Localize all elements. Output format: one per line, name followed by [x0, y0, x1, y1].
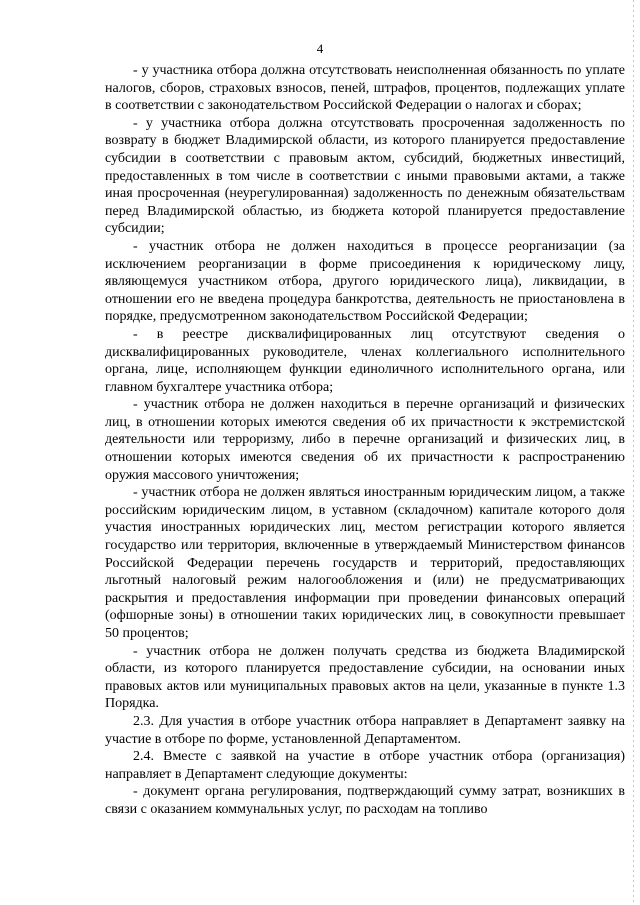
paragraph-foreign-entity: - участник отбора не должен являться иностранным юридическим лицом, а также российским юридическим лицом, в уставном (складочном) капитале которого доля участия иностранных юридических лиц, местом регистрации которого является государство или территория, включенные в утверждаемый Министерством финансов Российской Федерации перечень государств и территорий, предоставляющих льготный налоговый режим налогообложения и (или) не предусматривающих раскрытия и предоставления информации при проведении финансовых операций (офшорные зоны) в отношении таких юридических лиц, в совокупности превышает 50 процентов;	[105, 485, 625, 641]
paragraph-other-budget-funds: - участник отбора не должен получать средства из бюджета Владимирской области, из которого планируется предоставление субсидии, на основании иных правовых актов или муниципальных правовых актов на цели, указанные в пункте 1.3 Порядка.	[105, 643, 625, 712]
scan-edge-artifact	[633, 0, 634, 905]
paragraph-tax-obligations: - у участника отбора должна отсутствовать неисполненная обязанность по уплате налогов, сборов, страховых взносов, пеней, штрафов, процентов, подлежащих уплате в соответствии с законодательством Российской Федерации о налогах и сборах;	[105, 63, 625, 114]
paragraph-regulator-document: - документ органа регулирования, подтверждающий сумму затрат, возникших в связи с оказанием коммунальных услуг, по расходам на топливо	[105, 784, 625, 817]
paragraph-reorganization: - участник отбора не должен находиться в процессе реорганизации (за исключением реорганизации в форме присоединения к юридическому лицу, являющемуся участником отбора, другого юридического лица), ликвидации, в отношении его не введена процедура банкротства, деятельность не приостановлена в порядке, предусмотренном законодательством Российской Федерации;	[105, 238, 625, 325]
paragraph-budget-debt: - у участника отбора должна отсутствовать просроченная задолженность по возврату в бюджет Владимирской области, из которого планируется предоставление субсидии в соответствии с правовым актом, субсидий, бюджетных инвестиций, предоставленных в том числе в соответствии с иными правовыми актами, а также иная просроченная (неурегулированная) задолженность по денежным обязательствам перед Владимирской областью, из бюджета которой планируется предоставление субсидии;	[105, 115, 625, 237]
paragraph-2-3-application: 2.3. Для участия в отборе участник отбора направляет в Департамент заявку на участие в отборе по форме, установленной Департаментом.	[105, 713, 625, 747]
paragraph-disqualified-persons: - в реестре дисквалифицированных лиц отсутствуют сведения о дисквалифицированных руководителе, членах коллегиального исполнительного органа, лице, исполняющем функции единоличного исполнительного органа, или главном бухгалтере участника отбора;	[105, 326, 625, 395]
document-body	[105, 62, 625, 819]
paragraph-2-4-documents: 2.4. Вместе с заявкой на участие в отборе участник отбора (организация) направляет в Департамент следующие документы:	[105, 749, 625, 782]
page-number: 4	[316, 41, 324, 56]
paragraph-extremism-list: - участник отбора не должен находиться в перечне организаций и физических лиц, в отношении которых имеются сведения об их причастности к экстремистской деятельности или терроризму, либо в перечне организаций и физических лиц, в отношении которых имеются сведения об их причастности к распространению оружия массового уничтожения;	[105, 397, 625, 483]
